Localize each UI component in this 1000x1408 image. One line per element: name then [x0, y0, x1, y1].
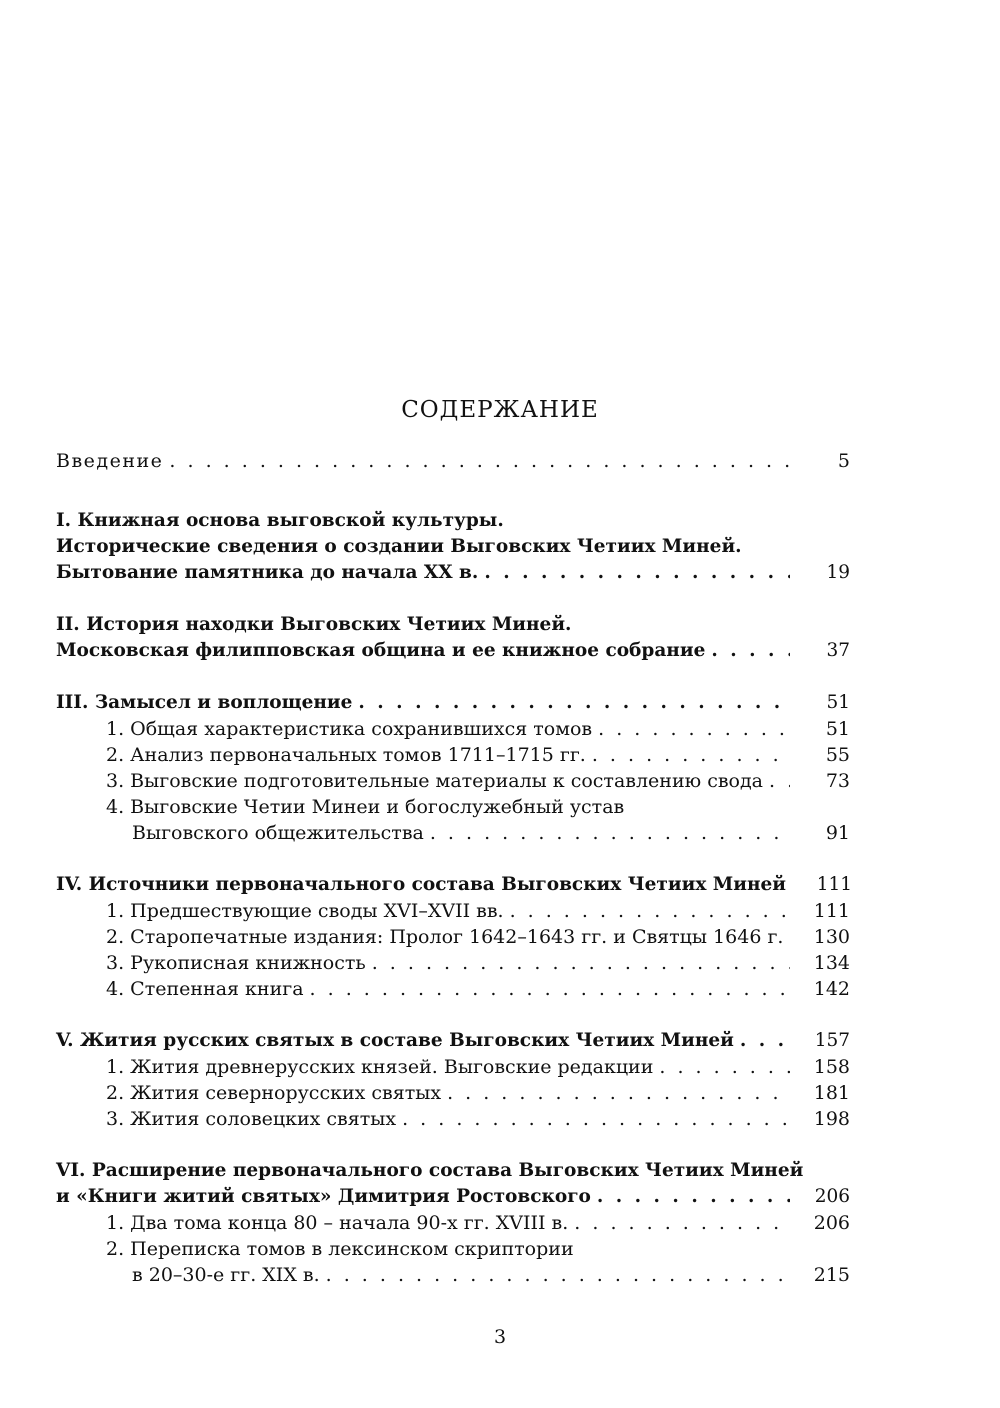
toc-item-line-1: 4. Выговские Четии Минеи и богослужебный устав — [106, 796, 625, 818]
toc-item[interactable] — [56, 1262, 850, 1288]
toc-entry-text: 2. Старопечатные издания: Пролог 1642–1643 гг. и Святцы 1646 г. — [106, 926, 784, 948]
toc-item[interactable] — [56, 742, 850, 768]
dot-leader — [659, 1054, 790, 1080]
dot-leader — [310, 976, 790, 1002]
toc-page-number: 91 — [825, 822, 850, 844]
toc-entry-text: III. Замысел и воплощение — [56, 692, 353, 713]
toc-page-number: 73 — [825, 770, 850, 792]
toc-page-number: 134 — [813, 952, 850, 974]
toc-entry-text: Московская филипповская община и ее книжное собрание — [56, 640, 706, 661]
toc-entry-text: Выговского общежительства — [132, 822, 424, 844]
dot-leader — [326, 1262, 790, 1288]
dot-leader — [574, 1210, 790, 1236]
toc-item[interactable] — [56, 1106, 850, 1132]
toc-page-number: 55 — [825, 744, 850, 766]
toc-entry-text: и «Книги житий святых» Димитрия Ростовского — [56, 1186, 591, 1207]
dot-leader — [598, 716, 790, 742]
dot-leader — [711, 638, 790, 664]
toc-page-number: 206 — [813, 1212, 850, 1234]
toc-page-number: 19 — [826, 562, 850, 583]
toc-item[interactable] — [56, 1054, 850, 1080]
toc-entry-text: IV. Источники первоначального состава Выговских Четиих Миней — [56, 874, 787, 895]
toc-page-number: 51 — [826, 692, 850, 713]
toc-page-number: 111 — [816, 874, 853, 895]
toc-page-number: 181 — [813, 1082, 850, 1104]
dot-leader — [358, 690, 790, 716]
dot-leader — [740, 1028, 790, 1054]
toc-entry-text: 2. Анализ первоначальных томов 1711–1715 гг. — [106, 744, 586, 766]
toc-item[interactable] — [56, 898, 850, 924]
toc-entry-text: 3. Рукописная книжность — [106, 952, 366, 974]
toc-chapter-6[interactable] — [56, 1184, 850, 1210]
toc-page-number: 206 — [814, 1186, 850, 1207]
toc-page-number: 215 — [813, 1264, 850, 1286]
dot-leader — [402, 1106, 790, 1132]
dot-leader — [769, 768, 790, 794]
page-number: 3 — [493, 1326, 507, 1348]
toc-chapter-1-line-1: I. Книжная основа выговской культуры. — [56, 510, 504, 531]
toc-item[interactable] — [56, 1210, 850, 1236]
toc-page-number: 111 — [813, 900, 850, 922]
toc-item-line-1: 2. Переписка томов в лексинском скриптории — [106, 1238, 574, 1260]
toc-chapter-6-line-1: VI. Расширение первоначального состава Выговских Четиих Миней — [56, 1160, 804, 1181]
dot-leader — [372, 950, 790, 976]
table-of-contents — [56, 448, 853, 1288]
toc-page-number: 198 — [813, 1108, 850, 1130]
toc-item[interactable] — [56, 716, 850, 742]
toc-entry-text: в 20–30-е гг. XIX в. — [132, 1264, 320, 1286]
toc-entry-intro[interactable] — [56, 448, 850, 474]
toc-page-number: 5 — [837, 450, 850, 472]
toc-entry-text: Введение — [56, 450, 164, 472]
dot-leader — [484, 560, 790, 586]
toc-item[interactable] — [56, 1080, 850, 1106]
dot-leader — [447, 1080, 790, 1106]
toc-chapter-1[interactable] — [56, 560, 850, 586]
dot-leader — [789, 924, 790, 950]
toc-page-number: 142 — [813, 978, 850, 1000]
toc-entry-text: 3. Выговские подготовительные материалы к составлению свода — [106, 770, 763, 792]
toc-page-number: 130 — [813, 926, 850, 948]
toc-entry-text: 1. Предшествующие своды XVI–XVII вв. — [106, 900, 504, 922]
toc-entry-text: 1. Два тома конца 80 – начала 90-х гг. XVIII в. — [106, 1212, 569, 1234]
toc-chapter-5[interactable] — [56, 1028, 850, 1054]
toc-chapter-4[interactable] — [56, 872, 853, 898]
toc-chapter-3[interactable] — [56, 690, 850, 716]
toc-page-number: 158 — [813, 1056, 850, 1078]
toc-item[interactable] — [56, 976, 850, 1002]
toc-entry-text: Бытование памятника до начала XX в. — [56, 562, 479, 583]
toc-page-number: 51 — [825, 718, 850, 740]
toc-chapter-1-line-2: Исторические сведения о создании Выговских Четиих Миней. — [56, 536, 742, 557]
toc-item[interactable] — [56, 950, 850, 976]
toc-entry-text: 3. Жития соловецких святых — [106, 1108, 397, 1130]
toc-entry-text: 2. Жития севернорусских святых — [106, 1082, 442, 1104]
toc-page-number: 157 — [814, 1030, 850, 1051]
dot-leader — [510, 898, 790, 924]
dot-leader — [430, 820, 790, 846]
toc-item[interactable] — [56, 768, 850, 794]
toc-chapter-2-line-1: II. История находки Выговских Четиих Миней. — [56, 614, 572, 635]
toc-entry-text: 4. Степенная книга — [106, 978, 304, 1000]
dot-leader — [169, 448, 790, 474]
toc-entry-text: 1. Общая характеристика сохранившихся томов — [106, 718, 593, 740]
toc-entry-text: 1. Жития древнерусских князей. Выговские редакции — [106, 1056, 654, 1078]
dot-leader — [597, 1184, 790, 1210]
dot-leader — [592, 742, 790, 768]
toc-page-number: 37 — [826, 640, 850, 661]
toc-chapter-2[interactable] — [56, 638, 850, 664]
toc-entry-text: V. Жития русских святых в составе Выговских Четиих Миней — [56, 1030, 734, 1051]
toc-item[interactable] — [56, 820, 850, 846]
toc-item[interactable] — [56, 924, 850, 950]
page-title: СОДЕРЖАНИЕ — [401, 397, 599, 423]
